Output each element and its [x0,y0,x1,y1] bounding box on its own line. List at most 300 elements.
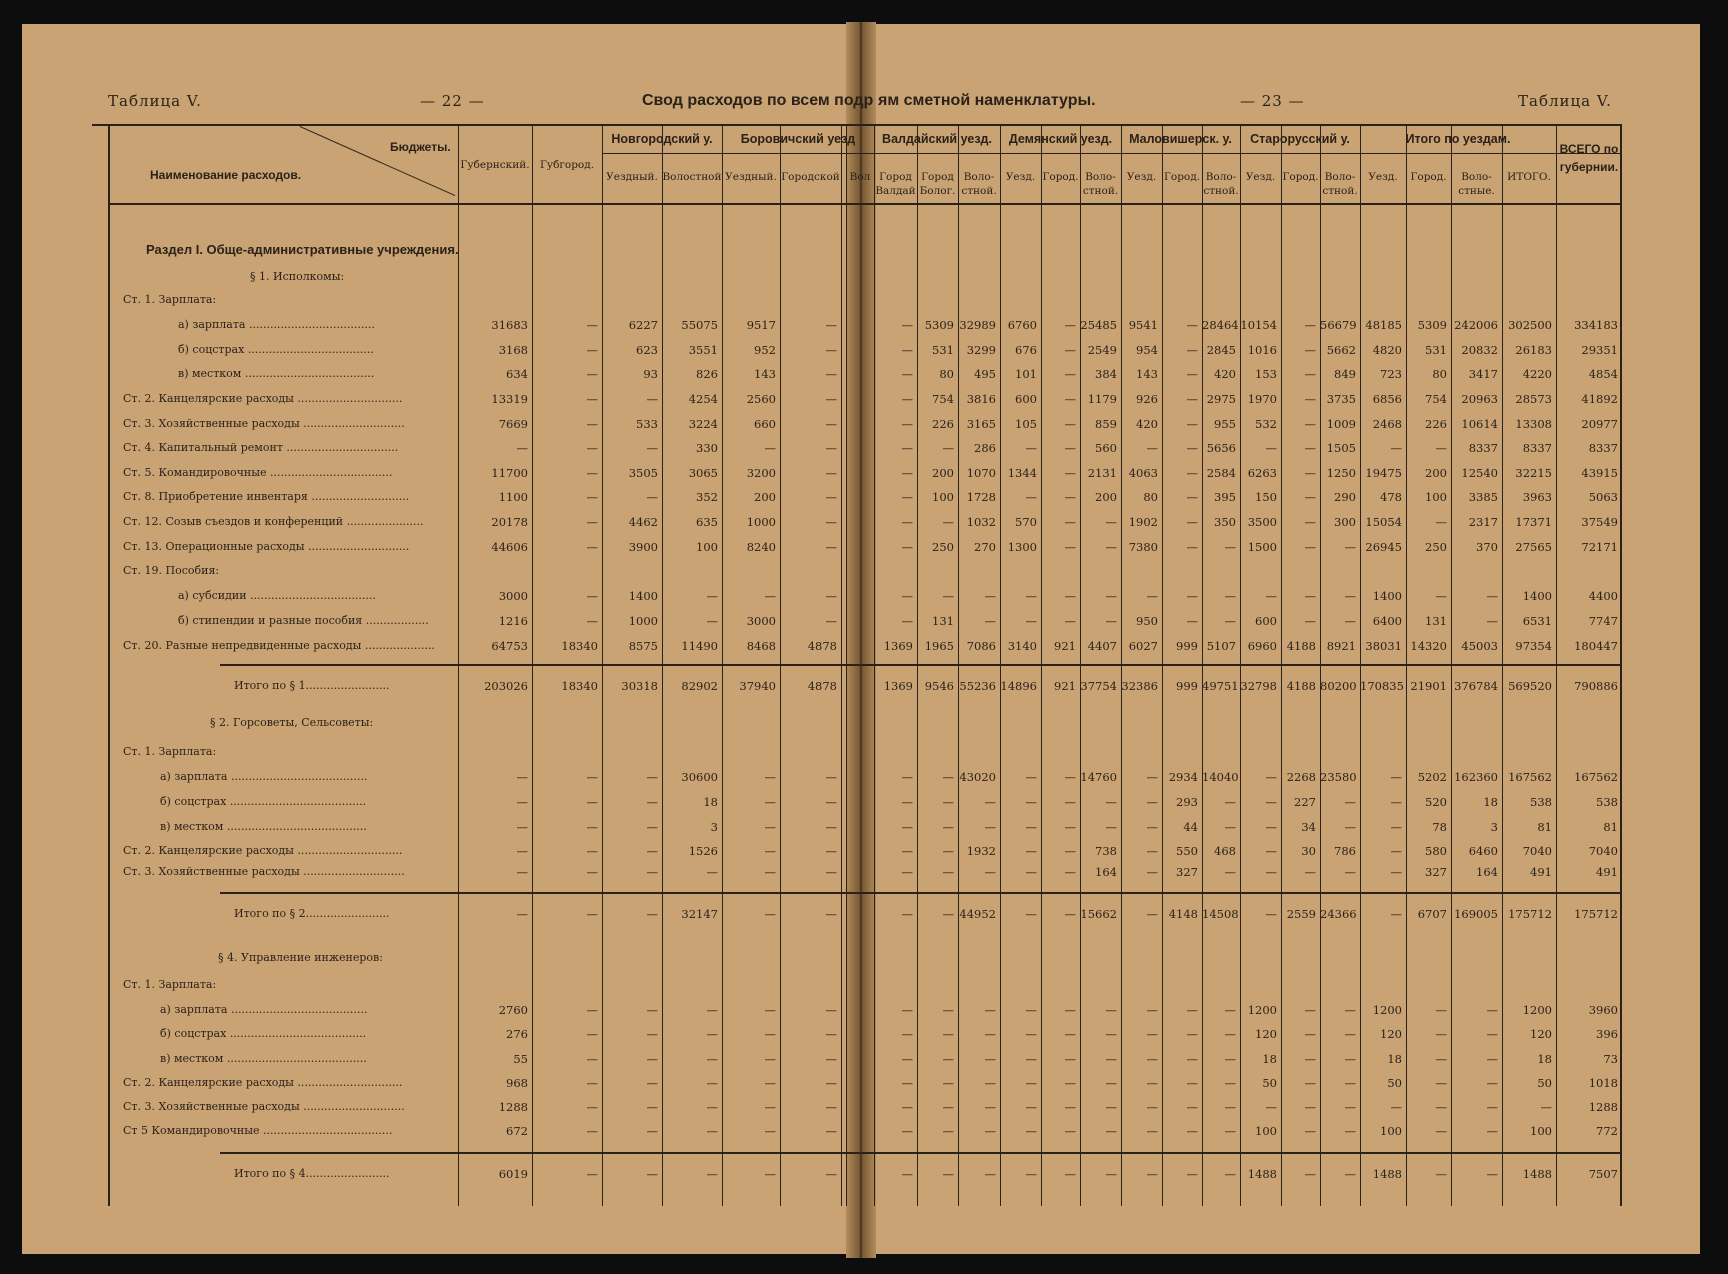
table-cell: — [1025,490,1037,504]
table-cell: — [1390,820,1402,834]
table-cell: 4854 [1588,367,1618,381]
row-label: б) соцстрах .................................... [178,343,374,356]
table-cell: 2317 [1468,515,1498,529]
table-cell: 1216 [498,614,528,628]
table-cell: 849 [1334,367,1356,381]
table-cell: 43020 [959,770,996,784]
table-cell: 1505 [1326,441,1356,455]
table-cell: 32215 [1515,466,1552,480]
table-cell: — [1265,795,1277,809]
table-cell: 13319 [491,392,528,406]
table-cell: 1179 [1087,392,1117,406]
table-cell: — [764,1124,776,1138]
table-cell: 18 [1537,1052,1552,1066]
table-cell: 8240 [746,540,776,554]
table-cell: — [901,614,913,628]
table-cell: — [1146,1167,1158,1181]
table-cell: — [1064,1124,1076,1138]
table-cell: 167562 [1574,770,1618,784]
table-cell: — [1344,614,1356,628]
table-cell: 30318 [621,679,658,693]
table-cell: — [901,1027,913,1041]
table-cell: 3500 [1247,515,1277,529]
table-cell: — [764,820,776,834]
table-cell: 10614 [1461,417,1498,431]
table-cell: — [586,318,598,332]
table-cell: 18340 [561,639,598,653]
table-cell: — [764,1027,776,1041]
table-cell: — [1025,614,1037,628]
table-cell: 1032 [966,515,996,529]
table-top-rule [92,124,1622,126]
table-cell: — [586,1003,598,1017]
table-cell: — [1064,466,1076,480]
table-cell: 20977 [1581,417,1618,431]
table-cell: — [646,1076,658,1090]
column-rule [1320,126,1321,1206]
table-cell: 1965 [924,639,954,653]
table-cell: 44606 [491,540,528,554]
table-cell: — [1486,1052,1498,1066]
table-cell: — [1435,441,1447,455]
table-cell: 3168 [498,343,528,357]
table-cell: — [764,907,776,921]
table-cell: — [1064,865,1076,879]
table-cell: — [1344,1076,1356,1090]
table-cell: — [984,865,996,879]
table-cell: — [1186,1100,1198,1114]
table-cell: — [984,589,996,603]
table-cell: — [942,844,954,858]
table-cell: 3200 [746,466,776,480]
table-cell: 859 [1095,417,1117,431]
table-cell: — [1064,820,1076,834]
table-cell: 180447 [1574,639,1618,653]
table-cell: — [1186,343,1198,357]
table-cell: — [1344,1124,1356,1138]
table-cell: — [825,515,837,529]
table-cell: — [764,589,776,603]
table-cell: 7507 [1588,1167,1618,1181]
table-cell: — [1105,820,1117,834]
table-cell: 3816 [966,392,996,406]
table-cell: — [706,1124,718,1138]
column-header: ИТОГО. [1507,171,1551,183]
row-label: Ст. 2. Канцелярские расходы .............................. [123,392,403,405]
table-cell: 600 [1015,392,1037,406]
table-cell: 952 [754,343,776,357]
table-cell: — [1224,1052,1236,1066]
table-cell: 120 [1530,1027,1552,1041]
table-cell: 7380 [1128,540,1158,554]
table-cell: 921 [1054,679,1076,693]
column-rule [1041,126,1042,1206]
table-cell: — [1186,540,1198,554]
table-cell: — [1025,770,1037,784]
table-cell: — [901,367,913,381]
table-cell: 2975 [1206,392,1236,406]
table-cell: 34 [1301,820,1316,834]
left-table-label: Таблица V. [108,92,202,110]
table-cell: — [1344,820,1356,834]
table-cell: — [942,1052,954,1066]
table-cell: — [984,614,996,628]
table-cell: 1009 [1326,417,1356,431]
table-cell: — [764,865,776,879]
column-rule [846,126,847,1206]
table-cell: 14760 [1080,770,1117,784]
table-cell: 1500 [1247,540,1277,554]
row-label: Итого по § 1........................ [234,679,390,692]
table-cell: — [1304,466,1316,480]
group-header: Новгородский у. [611,132,713,146]
table-cell: 2549 [1087,343,1117,357]
column-header: Волостной [662,171,722,183]
table-cell: 4407 [1087,639,1117,653]
table-cell: 1016 [1247,343,1277,357]
table-cell: 5202 [1417,770,1447,784]
table-cell: — [1064,343,1076,357]
table-cell: 81 [1603,820,1618,834]
table-cell: — [1186,441,1198,455]
table-cell: 1369 [883,639,913,653]
table-cell: — [1435,1003,1447,1017]
column-header: Воло-стной. [1322,171,1358,197]
table-cell: 4462 [628,515,658,529]
table-cell: — [1304,367,1316,381]
table-cell: — [825,1124,837,1138]
column-rule [1556,126,1557,1206]
column-rule [1360,126,1361,1206]
table-cell: — [1025,589,1037,603]
table-cell: — [706,1167,718,1181]
table-cell: 11490 [681,639,718,653]
table-cell: — [1265,1100,1277,1114]
table-cell: — [764,441,776,455]
table-cell: — [1146,770,1158,784]
table-cell: — [586,441,598,455]
table-cell: — [516,820,528,834]
table-cell: 30600 [681,770,718,784]
row-label: Итого по § 2........................ [234,907,390,920]
column-rule [1121,126,1122,1206]
table-cell: — [1304,417,1316,431]
column-rule [722,126,723,1206]
table-cell: 1000 [628,614,658,628]
table-cell: 20832 [1461,343,1498,357]
row-label: б) соцстрах ....................................... [160,1027,367,1040]
table-cell: 286 [974,441,996,455]
group-header: ВСЕГО по губернии. [1559,142,1619,174]
table-cell: 82902 [681,679,718,693]
table-cell: 20963 [1461,392,1498,406]
table-cell: 570 [1015,515,1037,529]
table-cell: — [1265,844,1277,858]
table-cell: 37754 [1080,679,1117,693]
table-cell: 21901 [1410,679,1447,693]
table-cell: — [1146,441,1158,455]
table-cell: 4400 [1588,589,1618,603]
table-cell: 18 [1483,795,1498,809]
table-cell: 12540 [1461,466,1498,480]
table-cell: — [1344,1027,1356,1041]
table-cell: 1300 [1007,540,1037,554]
table-cell: 167562 [1508,770,1552,784]
row-label: Ст. 3. Хозяйственные расходы ............................. [123,417,405,430]
table-cell: — [646,1100,658,1114]
table-cell: — [1146,1003,1158,1017]
table-cell: — [586,865,598,879]
table-cell: 27565 [1515,540,1552,554]
table-cell: 7040 [1522,844,1552,858]
table-cell: — [1435,589,1447,603]
table-cell: 20178 [491,515,528,529]
table-cell: — [1390,1100,1402,1114]
table-cell: — [825,865,837,879]
row-label: в) местком ........................................ [160,1052,367,1065]
table-cell: — [1304,1167,1316,1181]
table-cell: 384 [1095,367,1117,381]
corner-name-label: Наименование расходов. [150,168,302,182]
table-cell: — [1486,614,1498,628]
table-cell: — [1304,614,1316,628]
table-cell: — [984,1052,996,1066]
table-cell: 6400 [1372,614,1402,628]
table-cell: — [516,770,528,784]
table-cell: 55 [513,1052,528,1066]
table-cell: 29351 [1581,343,1618,357]
table-cell: — [1146,844,1158,858]
table-cell: — [1105,1100,1117,1114]
row-label: в) местком ........................................ [160,820,367,833]
title-right-part: ям сметной наменклатуры. [878,92,1096,109]
table-cell: 5656 [1206,441,1236,455]
table-cell: — [1435,1167,1447,1181]
table-cell: — [1105,1076,1117,1090]
table-cell: — [1265,441,1277,455]
table-cell: — [1344,540,1356,554]
table-cell: 2268 [1286,770,1316,784]
table-cell: 100 [1425,490,1447,504]
table-cell: 100 [932,490,954,504]
table-cell: 80200 [1320,679,1357,693]
table-cell: — [1064,589,1076,603]
table-cell: — [1304,1027,1316,1041]
table-cell: 13308 [1515,417,1552,431]
table-cell: 55075 [681,318,718,332]
table-cell: 560 [1095,441,1117,455]
table-cell: 162360 [1454,770,1498,784]
table-cell: 18 [1262,1052,1277,1066]
table-cell: 32798 [1240,679,1277,693]
table-cell: — [1146,795,1158,809]
table-cell: — [1265,865,1277,879]
table-cell: — [586,1167,598,1181]
table-cell: 8921 [1326,639,1356,653]
table-cell: 1400 [628,589,658,603]
table-cell: — [706,614,718,628]
table-cell: 43915 [1581,466,1618,480]
table-cell: — [901,589,913,603]
total-rule [220,892,1620,894]
group-row-rule [602,153,1620,154]
table-cell: 100 [1530,1124,1552,1138]
table-cell: 9517 [746,318,776,332]
row-label: Ст. 4. Капитальный ремонт ................................ [123,441,399,454]
group-header: Демянский уезд. [1008,132,1113,146]
column-rule [602,126,603,1206]
table-cell: — [901,1100,913,1114]
table-cell: — [901,1124,913,1138]
column-rule [1080,126,1081,1206]
column-header: Воло-стные. [1458,171,1495,197]
table-cell: — [1224,820,1236,834]
table-cell: 533 [636,417,658,431]
table-cell: — [984,1003,996,1017]
table-cell: 790886 [1574,679,1618,693]
table-cell: — [516,441,528,455]
table-cell: 56679 [1320,318,1357,332]
table-cell: 538 [1596,795,1618,809]
table-cell: — [764,1052,776,1066]
table-cell: 2131 [1087,466,1117,480]
table-cell: — [1105,1124,1117,1138]
table-cell: — [1486,1124,1498,1138]
table-cell: — [901,1167,913,1181]
table-cell: 634 [506,367,528,381]
table-cell: — [1265,820,1277,834]
table-cell: — [1224,1003,1236,1017]
table-cell: — [901,392,913,406]
table-cell: 4188 [1286,679,1316,693]
table-cell: 327 [1425,865,1447,879]
table-cell: 120 [1255,1027,1277,1041]
table-cell: — [1186,490,1198,504]
table-cell: — [1105,589,1117,603]
table-cell: — [825,1027,837,1041]
table-cell: — [825,417,837,431]
table-cell: — [764,1003,776,1017]
table-cell: 950 [1136,614,1158,628]
table-cell: 19475 [1365,466,1402,480]
table-cell: — [1146,589,1158,603]
table-cell: — [1064,907,1076,921]
table-cell: 1970 [1247,392,1277,406]
table-cell: 14320 [1410,639,1447,653]
table-cell: 164 [1095,865,1117,879]
table-cell: — [586,392,598,406]
table-cell: — [1304,1124,1316,1138]
table-cell: — [1265,589,1277,603]
column-header: Уезд. [1368,171,1398,183]
table-cell: 14040 [1202,770,1239,784]
table-cell: — [825,343,837,357]
table-cell: — [1304,1100,1316,1114]
table-cell: 2934 [1168,770,1198,784]
table-cell: — [1064,795,1076,809]
table-cell: 226 [1425,417,1447,431]
table-cell: 3 [1490,820,1498,834]
column-header: Город Валдай [875,171,916,197]
table-cell: 50 [1537,1076,1552,1090]
table-cell: 37549 [1581,515,1618,529]
table-cell: 18 [1387,1052,1402,1066]
table-cell: 999 [1176,639,1198,653]
table-cell: — [1186,614,1198,628]
table-cell: — [1224,1100,1236,1114]
table-cell: 81 [1537,820,1552,834]
table-cell: 968 [506,1076,528,1090]
table-cell: 131 [1425,614,1447,628]
table-cell: 376784 [1454,679,1498,693]
table-cell: — [1025,1167,1037,1181]
table-cell: 921 [1054,639,1076,653]
column-header: Уезд. [1126,171,1157,183]
table-cell: — [1486,1076,1498,1090]
table-cell: — [1186,392,1198,406]
table-cell: — [1105,1003,1117,1017]
table-cell: 3000 [498,589,528,603]
table-cell: 93 [643,367,658,381]
total-rule [220,664,1620,666]
table-cell: — [901,1076,913,1090]
group-header: Итого по уездам. [1405,132,1511,146]
table-cell: — [1146,865,1158,879]
table-cell: — [1064,1167,1076,1181]
table-cell: 4878 [807,639,837,653]
table-cell: 676 [1015,343,1037,357]
table-cell: — [1435,515,1447,529]
table-cell: 143 [1136,367,1158,381]
table-cell: — [1025,441,1037,455]
table-cell: — [1224,1124,1236,1138]
table-cell: 600 [1255,614,1277,628]
table-cell: 270 [974,540,996,554]
table-cell: — [516,865,528,879]
table-cell: — [1064,1052,1076,1066]
table-cell: — [706,1052,718,1066]
table-cell: — [586,1027,598,1041]
table-cell: — [825,907,837,921]
column-rule [532,126,533,1206]
table-cell: 276 [506,1027,528,1041]
table-cell: — [1146,1052,1158,1066]
table-cell: — [586,614,598,628]
table-cell: — [1224,589,1236,603]
table-cell: — [825,589,837,603]
table-cell: — [1064,614,1076,628]
table-cell: — [1390,844,1402,858]
table-cell: — [706,1076,718,1090]
table-cell: — [901,441,913,455]
table-cell: — [646,1167,658,1181]
table-cell: — [825,318,837,332]
row-label: § 2. Горсоветы, Сельсоветы: [210,716,374,729]
table-cell: 468 [1214,844,1236,858]
table-cell: 3960 [1588,1003,1618,1017]
table-cell: — [1105,1052,1117,1066]
table-cell: — [1146,1124,1158,1138]
table-cell: 48185 [1365,318,1402,332]
row-label: Ст. 2. Канцелярские расходы .............................. [123,844,403,857]
table-cell: 80 [1432,367,1447,381]
table-cell: — [901,1003,913,1017]
table-cell: 73 [1603,1052,1618,1066]
column-rule [841,126,842,1206]
table-cell: — [825,1076,837,1090]
table-cell: — [586,417,598,431]
table-cell: — [825,367,837,381]
